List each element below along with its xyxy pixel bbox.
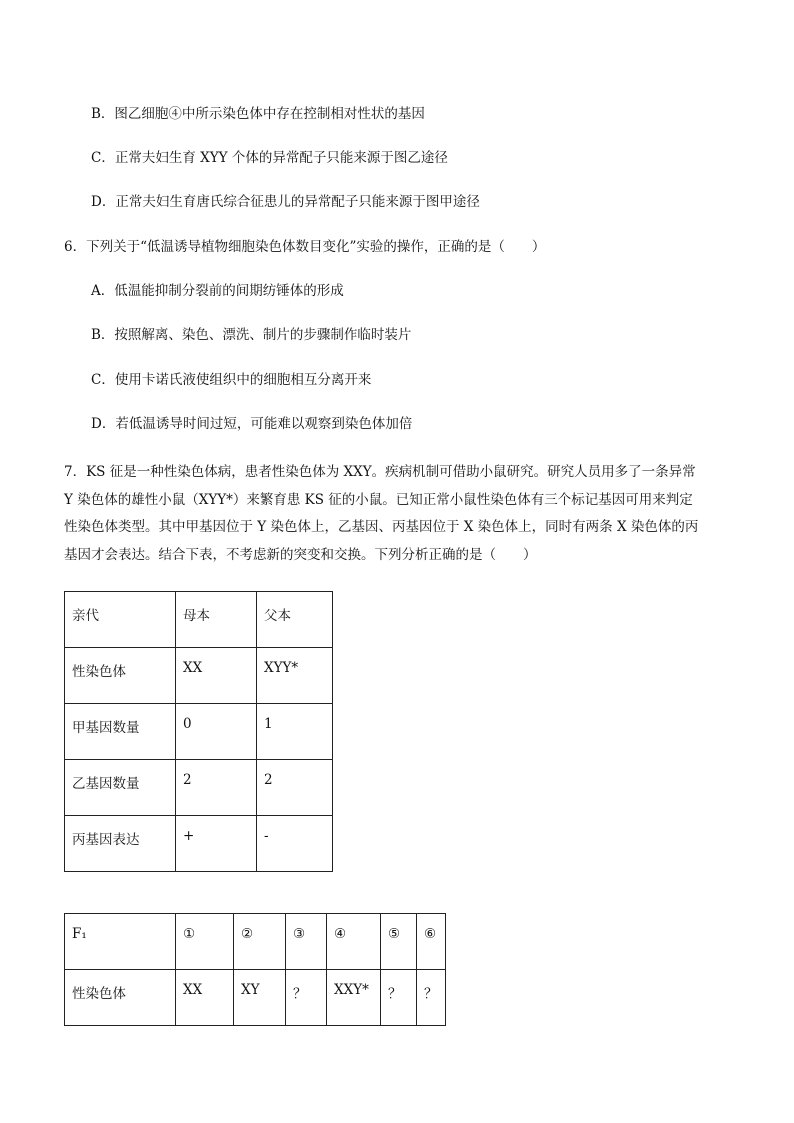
table-cell: XX [176,970,234,1026]
q6-option-a: A．低温能抑制分裂前的间期纺锤体的形成 [91,283,344,299]
table-cell: ⑤ [381,914,417,970]
table-row [65,760,333,816]
q7-line: Y 染色体的雄性小鼠（XYY*）来繁育患 KS 征的小鼠。已知正常小鼠性染色体有三个标记基因可用来判定 [64,491,693,508]
table-row [65,816,333,872]
table-cell: ？ [381,970,417,1026]
table-cell: 母本 [176,592,257,648]
table-row [65,704,333,760]
q6-option-d: D．若低温诱导时间过短，可能难以观察到染色体加倍 [91,416,413,432]
table-cell: ② [234,914,286,970]
table-cell: 2 [176,760,257,816]
question-6-stem: 6．下列关于“低温诱导植物细胞染色体数目变化”实验的操作，正确的是（ ） [64,239,546,255]
table-row [65,914,446,970]
table-cell: XY [234,970,286,1026]
q6-option-b: B．按照解离、染色、漂洗、制片的步骤制作临时装片 [91,327,412,343]
table-cell: 丙基因表达 [65,816,176,872]
table-row [65,592,333,648]
q7-line: 性染色体类型。其中甲基因位于 Y 染色体上，乙基因、丙基因位于 X 染色体上，同时有两条 X 染色体的丙 [64,519,699,535]
table-cell: ① [176,914,234,970]
table-cell: ④ [327,914,381,970]
table-cell: F₁ [65,914,176,970]
table-cell: ③ [286,914,327,970]
question-7-stem [64,459,734,569]
table-cell: 0 [176,704,257,760]
option-b-prev: B．图乙细胞④中所示染色体中存在控制相对性状的基因 [91,106,425,122]
table-cell: 性染色体 [65,648,176,704]
table-row [65,970,446,1026]
table-cell: + [176,816,257,872]
parent-table [64,591,333,872]
table-cell: 2 [257,760,333,816]
table-cell: 亲代 [65,592,176,648]
q7-line: 7．KS 征是一种性染色体病，患者性染色体为 XXY。疾病机制可借助小鼠研究。研究人员用多了一条异常 [64,464,696,480]
table-cell: 1 [257,704,333,760]
option-c-prev: C．正常夫妇生育 XYY 个体的异常配子只能来源于图乙途径 [91,150,448,166]
table-cell: ？ [286,970,327,1026]
table-cell: 父本 [257,592,333,648]
table-cell: XXY* [327,970,381,1026]
table-cell: 性染色体 [65,970,176,1026]
table-row [65,648,333,704]
option-d-prev: D．正常夫妇生育唐氏综合征患儿的异常配子只能来源于图甲途径 [91,194,480,210]
offspring-table [64,913,446,1026]
table-cell: 乙基因数量 [65,760,176,816]
q7-line: 基因才会表达。结合下表，不考虑新的突变和交换。下列分析正确的是（ ） [64,546,537,563]
q6-option-c: C．使用卡诺氏液使组织中的细胞相互分离开来 [91,372,372,388]
table-cell: 甲基因数量 [65,704,176,760]
table-cell: XX [176,648,257,704]
table-cell: - [257,816,333,872]
table-cell: ⑥ [417,914,446,970]
table-cell: ？ [417,970,446,1026]
table-cell: XYY* [257,648,333,704]
